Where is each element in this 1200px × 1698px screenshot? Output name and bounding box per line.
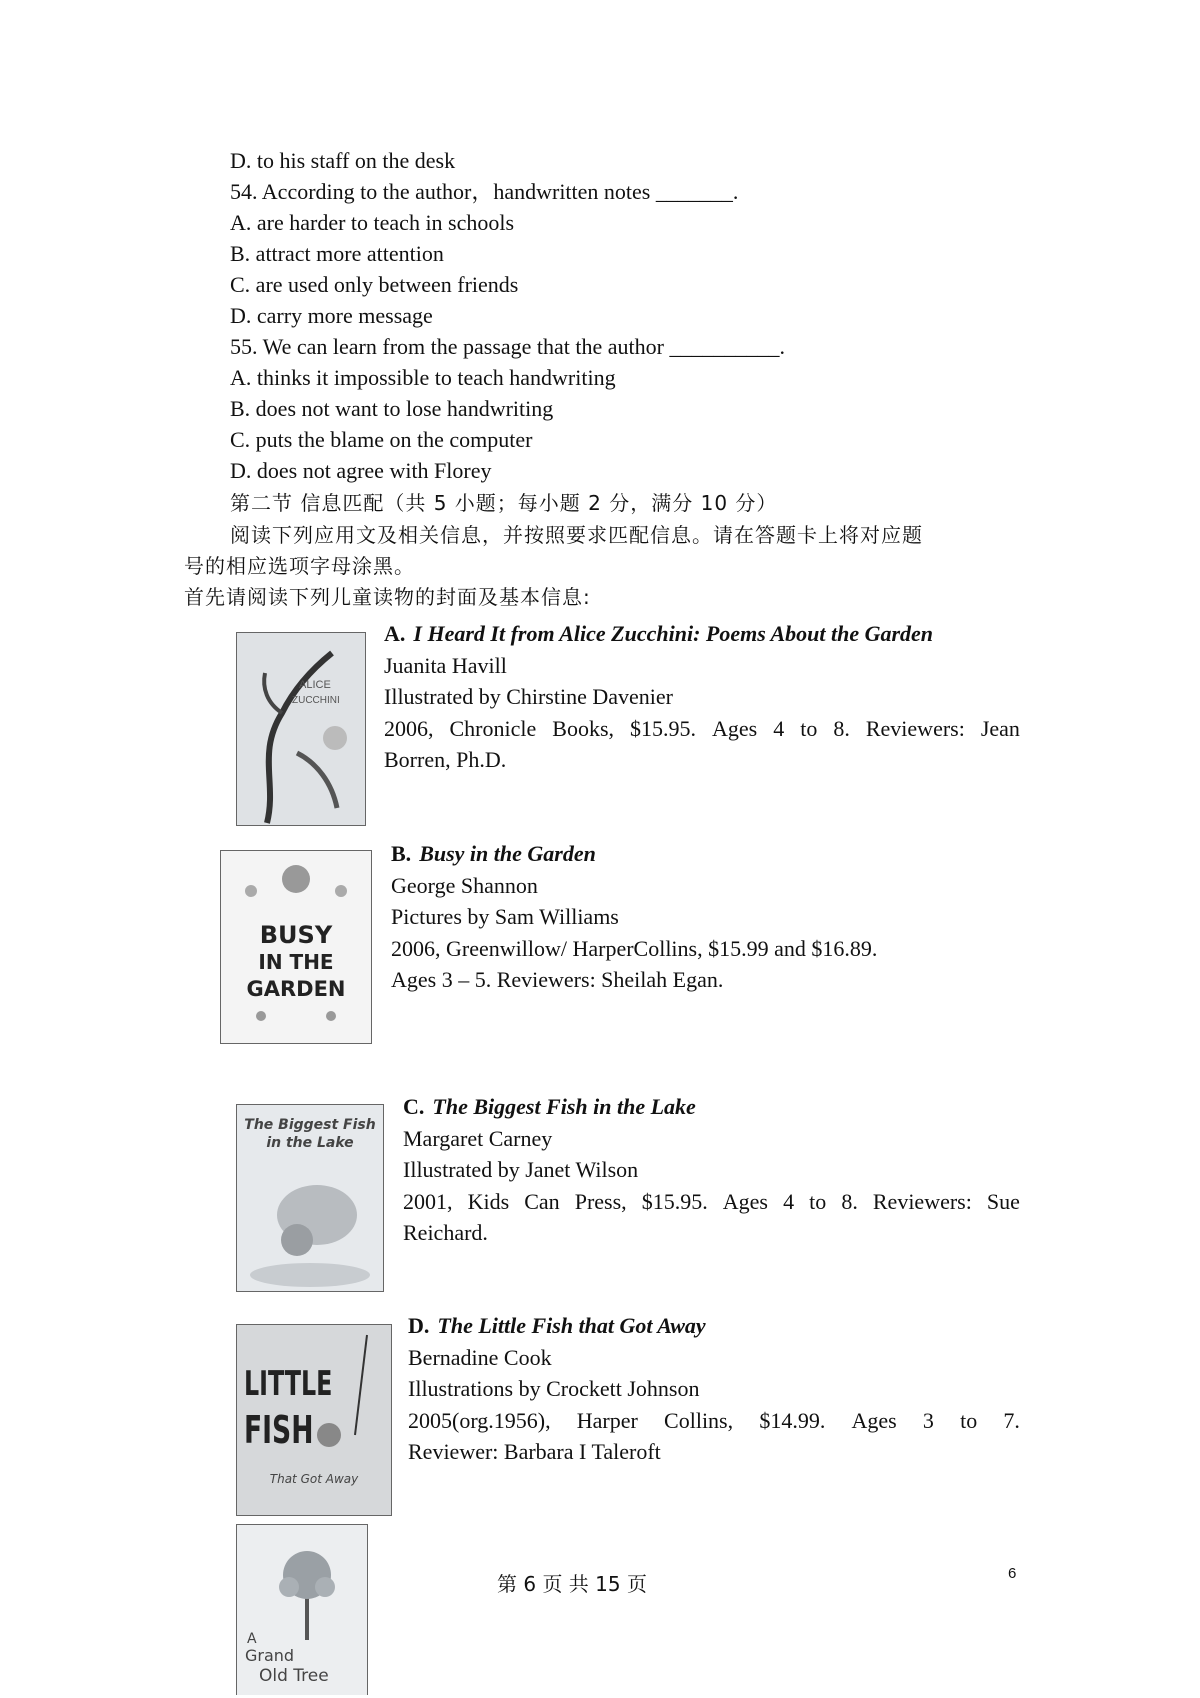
book-a-title-line <box>384 618 1020 650</box>
book-b-illustrator: Pictures by Sam Williams <box>391 904 619 929</box>
section-heading: 第二节 信息匹配（共 5 小题；每小题 2 分，满分 10 分） <box>230 491 778 515</box>
book-c-details-word: Can <box>524 1188 560 1214</box>
book-e-cover-art <box>237 1525 367 1695</box>
book-c-cover <box>236 1104 384 1292</box>
book-d-details-word: Harper <box>576 1407 638 1433</box>
book-a-details-word: Jean <box>980 715 1020 741</box>
book-a-cover <box>236 632 366 826</box>
q54-stem: 54. According to the author，handwritten notes _______. <box>230 179 739 204</box>
book-c-author: Margaret Carney <box>403 1125 553 1151</box>
section-intro: 首先请阅读下列儿童读物的封面及基本信息: <box>184 585 591 609</box>
page-footer-label: 第 6 页 共 15 页 <box>497 1572 647 1596</box>
book-b-cover-text-1: BUSY <box>259 921 333 949</box>
book-b-details-1: 2006, Greenwillow/ HarperCollins, $15.99 and $16.89. <box>391 935 878 961</box>
book-b-author: George Shannon <box>391 872 538 898</box>
page-number: 6 <box>1008 1565 1017 1582</box>
book-c-details-word: 4 <box>783 1188 795 1214</box>
book-a-cover-text-2: ZUCCHINI <box>292 695 340 706</box>
book-b-cover-text-2: IN THE <box>258 950 334 974</box>
q54-option-a: A. are harder to teach in schools <box>230 210 515 235</box>
book-c-details-word: Press, <box>574 1188 627 1214</box>
book-e-cover-text-2: Grand <box>245 1646 295 1665</box>
section-instruction-line1: 阅读下列应用文及相关信息，并按照要求匹配信息。请在答题卡上将对应题 <box>230 523 923 547</box>
book-a-cover-art <box>237 633 365 825</box>
q55-option-c: C. puts the blame on the computer <box>230 427 533 452</box>
book-a-details-word: 4 <box>773 715 785 741</box>
book-d-cover-text-1: LITTLE <box>244 1363 333 1404</box>
book-d-letter: D. <box>408 1313 430 1338</box>
book-a-details-word: Reviewers: <box>865 715 965 741</box>
book-d-title-line <box>408 1310 1020 1342</box>
book-c-title-line <box>403 1091 1020 1123</box>
section-instruction-line2: 号的相应选项字母涂黑。 <box>184 554 415 578</box>
q55-stem: 55. We can learn from the passage that the author __________. <box>230 334 785 359</box>
book-c-details-word: $15.95. <box>641 1188 708 1214</box>
book-d-details-word: 2005(org.1956), <box>408 1407 551 1433</box>
book-e-cover <box>236 1524 368 1695</box>
book-a-details-word: $15.95. <box>630 715 697 741</box>
book-c-details-word: Reviewers: <box>872 1188 972 1214</box>
book-b-title-line <box>391 838 1020 870</box>
book-d-details-word: Ages <box>851 1407 897 1433</box>
q55-option-d: D. does not agree with Florey <box>230 458 492 483</box>
book-d-details-word: 7. <box>1003 1407 1020 1433</box>
book-d-title: The Little Fish that Got Away <box>437 1313 706 1338</box>
q54-option-c: C. are used only between friends <box>230 272 519 297</box>
book-c-details-1 <box>403 1186 1020 1218</box>
book-c-details-word: to <box>809 1188 827 1214</box>
book-d-cover-text-2: FISH <box>244 1408 314 1453</box>
book-d-details-word: $14.99. <box>759 1407 826 1433</box>
book-d-details-word: to <box>960 1407 978 1433</box>
book-a-details-word: to <box>800 715 818 741</box>
book-a-details-word: 8. <box>833 715 850 741</box>
q53-option-d: D. to his staff on the desk <box>230 148 456 173</box>
book-e-cover-text-3: Old Tree <box>259 1666 329 1686</box>
book-a-cover-text-1: ALICE <box>299 679 331 691</box>
q55-option-a: A. thinks it impossible to teach handwriting <box>230 365 616 390</box>
book-c-cover-art <box>237 1105 383 1291</box>
book-b-cover-text-3: GARDEN <box>246 977 346 1001</box>
book-c-details-word: 2001, <box>403 1188 453 1214</box>
book-b-details-2: Ages 3 – 5. Reviewers: Sheilah Egan. <box>391 967 724 992</box>
book-a-details-word: 2006, <box>384 715 434 741</box>
book-c-cover-text-1: The Biggest Fish <box>244 1117 376 1133</box>
book-c-cover-text-2: in the Lake <box>266 1135 354 1151</box>
book-a-title: I Heard It from Alice Zucchini: Poems About the Garden <box>413 621 934 646</box>
book-b-title: Busy in the Garden <box>419 841 596 866</box>
book-d-cover <box>236 1324 392 1516</box>
book-d-details-2: Reviewer: Barbara I Taleroft <box>408 1439 661 1464</box>
book-c-info <box>403 1091 1020 1249</box>
book-d-details-word: 3 <box>922 1407 934 1433</box>
book-d-cover-text-3: That Got Away <box>269 1472 359 1486</box>
book-c-details-word: 8. <box>841 1188 858 1214</box>
book-d-details-1 <box>408 1405 1020 1437</box>
book-c-details-2: Reichard. <box>403 1220 488 1245</box>
book-c-title: The Biggest Fish in the Lake <box>432 1094 696 1119</box>
book-a-details-word: Ages <box>712 715 758 741</box>
q54-option-d: D. carry more message <box>230 303 433 328</box>
q54-option-b: B. attract more attention <box>230 241 444 266</box>
book-b-info <box>391 838 1020 996</box>
book-b-cover-art <box>221 851 371 1043</box>
book-c-details-word: Kids <box>467 1188 510 1214</box>
book-d-author: Bernadine Cook <box>408 1344 552 1370</box>
book-c-letter: C. <box>403 1094 425 1119</box>
book-d-info <box>408 1310 1020 1468</box>
book-b-letter: B. <box>391 841 412 866</box>
book-a-info <box>384 618 1020 776</box>
book-d-cover-art <box>237 1325 391 1515</box>
book-b-cover <box>220 850 372 1044</box>
book-c-details-word: Ages <box>722 1188 768 1214</box>
book-a-illustrator: Illustrated by Chirstine Davenier <box>384 684 673 709</box>
book-a-letter: A. <box>384 621 406 646</box>
book-a-details-1 <box>384 713 1020 745</box>
book-d-illustrator: Illustrations by Crockett Johnson <box>408 1376 700 1401</box>
book-e-cover-text-1: A <box>247 1631 257 1647</box>
book-d-details-word: Collins, <box>664 1407 734 1433</box>
book-c-illustrator: Illustrated by Janet Wilson <box>403 1157 639 1182</box>
book-a-details-word: Books, <box>552 715 615 741</box>
book-a-details-2: Borren, Ph.D. <box>384 747 507 772</box>
book-a-author: Juanita Havill <box>384 652 507 678</box>
book-a-details-word: Chronicle <box>449 715 537 741</box>
book-c-details-word: Sue <box>986 1188 1020 1214</box>
q55-option-b: B. does not want to lose handwriting <box>230 396 554 421</box>
